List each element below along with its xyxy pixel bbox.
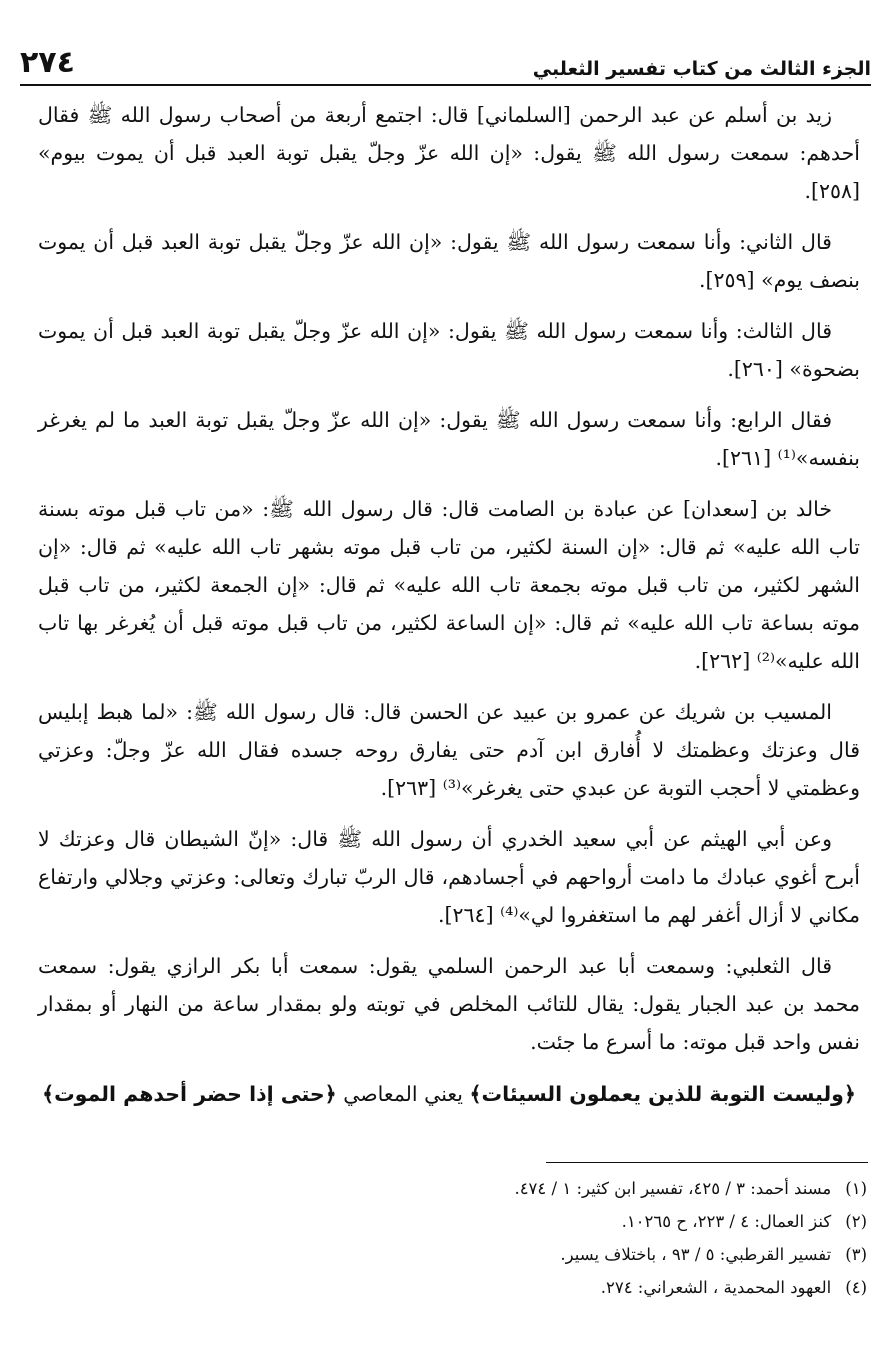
- footnote-number: (١): [845, 1179, 867, 1198]
- page-header: [20, 34, 871, 86]
- paragraph-7: [38, 820, 860, 934]
- paragraph-8: [38, 947, 860, 1061]
- paragraph-text: قال الثاني: وأنا سمعت رسول الله ﷺ يقول: «إن الله عزّ وجلّ يقبل توبة العبد قبل أن يموت بنصف يوم»: [38, 230, 860, 292]
- paragraph-6: [38, 693, 860, 807]
- hadith-reference: [٢٦١].: [715, 446, 778, 470]
- verse-segment-1: ﴿وليست التوبة للذين يعملون السيئات﴾: [469, 1082, 856, 1106]
- paragraph-text: قال الثالث: وأنا سمعت رسول الله ﷺ يقول: «إن الله عزّ وجلّ يقبل توبة العبد قبل أن يموت بضحوة»: [38, 319, 860, 381]
- hadith-reference: [٢٦٠].: [727, 357, 790, 381]
- paragraph-text: زيد بن أسلم عن عبد الرحمن [السلماني] قال: اجتمع أربعة من أصحاب رسول الله ﷺ فقال أحدهم: سمعت رسول الله ﷺ يقول: «إن الله عزّ وجلّ يقبل توبة العبد قبل أن يموت بيوم»: [38, 103, 860, 165]
- footnote-1: [40, 1172, 867, 1205]
- paragraph-4: [38, 401, 860, 477]
- paragraph-text: خالد بن [سعدان] عن عبادة بن الصامت قال: قال رسول الله ﷺ: «من تاب قبل موته بسنة تاب الله عليه» ثم قال: «إن السنة لكثير، من تاب قبل موته بشهر تاب الله عليه» ثم قال: «إن الشهر لكثير، من تاب قبل موته بجمعة تاب الله عليه» ثم قال: «إن الجمعة لكثير، من تاب قبل موته بساعة تاب الله عليه» ثم قال: «إن الساعة لكثير، من تاب قبل موته قبل أن يُغرغر بها تاب الله عليه»⁽²⁾: [38, 497, 860, 673]
- main-text: [38, 96, 860, 1113]
- footnote-number: (٣): [845, 1245, 867, 1264]
- verse-commentary: يعني المعاصي: [336, 1082, 470, 1106]
- hadith-reference: [٢٥٩].: [698, 268, 762, 292]
- footnote-number: (٤): [845, 1278, 867, 1297]
- hadith-reference: [٢٦٢].: [694, 649, 757, 673]
- footnote-text: مسند أحمد: ٣ / ٤٢٥، تفسير ابن كثير: ١ / ٤٧٤.: [514, 1179, 832, 1198]
- footnote-text: تفسير القرطبي: ٥ / ٩٣ ، باختلاف يسير.: [560, 1245, 832, 1264]
- paragraph-1: [38, 96, 860, 210]
- quran-verse-line: [38, 1075, 860, 1113]
- running-title: الجزء الثالث من كتاب تفسير الثعلبي: [532, 58, 871, 80]
- footnotes: [40, 1172, 867, 1304]
- hadith-reference: [٢٦٣].: [380, 776, 443, 800]
- hadith-reference: [٢٦٤].: [438, 903, 501, 927]
- paragraph-text: فقال الرابع: وأنا سمعت رسول الله ﷺ يقول: «إن الله عزّ وجلّ يقبل توبة العبد ما لم يغرغر بنفسه»⁽¹⁾: [38, 408, 860, 470]
- paragraph-text: المسيب بن شريك عن عمرو بن عبيد عن الحسن قال: قال رسول الله ﷺ: «لما هبط إبليس قال وعزتك وعظمتك لا أُفارق ابن آدم حتى يفارق روحه جسده فقال الله عزّ وجلّ: وعزتي وعظمتي لا أحجب التوبة عن عبدي حتى يغرغر»⁽³⁾: [38, 700, 860, 800]
- footnote-2: [40, 1205, 867, 1238]
- paragraph-2: [38, 223, 860, 299]
- hadith-reference: [٢٥٨].: [804, 179, 860, 203]
- footnote-text: كنز العمال: ٤ / ٢٢٣، ح ١٠٢٦٥.: [621, 1212, 832, 1231]
- verse-segment-2: ﴿حتى إذا حضر أحدهم الموت﴾: [42, 1082, 337, 1106]
- footnote-divider: [546, 1162, 868, 1163]
- page-number: ٢٧٤: [20, 45, 75, 80]
- paragraph-text: وعن أبي الهيثم عن أبي سعيد الخدري أن رسول الله ﷺ قال: «إنّ الشيطان قال وعزتك لا أبرح أغوي عبادك ما دامت أرواحهم في أجسادهم، قال الربّ تبارك وتعالى: وعزتي وجلالي وارتفاع مكاني لا أزال أغفر لهم ما استغفروا لي»⁽⁴⁾: [38, 827, 860, 927]
- paragraph-text: قال الثعلبي: وسمعت أبا عبد الرحمن السلمي يقول: سمعت أبا بكر الرازي يقول: سمعت محمد بن عبد الجبار يقول: يقال للتائب المخلص في توبته ولو بمقدار ساعة من النهار أو بمقدار نفس واحد قبل موته: ما أسرع ما جئت.: [38, 954, 860, 1054]
- paragraph-5: [38, 490, 860, 680]
- footnote-4: [40, 1271, 867, 1304]
- footnote-number: (٢): [845, 1212, 867, 1231]
- footnote-3: [40, 1238, 867, 1271]
- paragraph-3: [38, 312, 860, 388]
- footnote-text: العهود المحمدية ، الشعراني: ٢٧٤.: [600, 1278, 832, 1297]
